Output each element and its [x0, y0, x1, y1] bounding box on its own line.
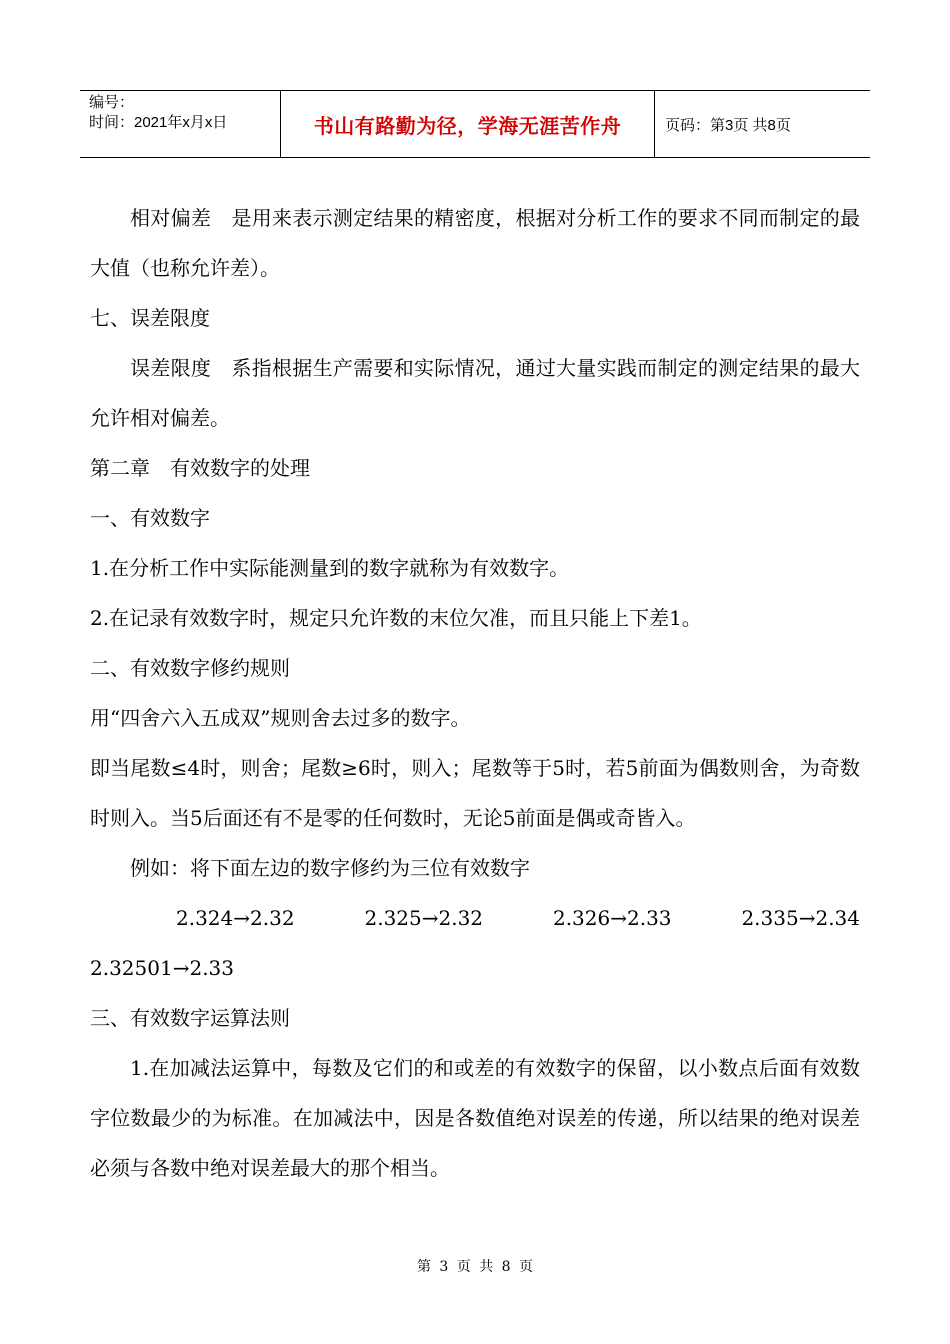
header-number-label: 编号：: [89, 94, 135, 111]
section-heading-3: 三、有效数字运算法则: [90, 1006, 290, 1030]
header-meta: [80, 91, 281, 157]
header-motto: 书山有路勤为径，学海无涯苦作舟: [281, 91, 655, 157]
example-intro: 例如：将下面左边的数字修约为三位有效数字: [130, 856, 530, 880]
term-relative-deviation: 相对偏差: [130, 206, 212, 230]
section-heading-1: 一、有效数字: [90, 506, 210, 530]
item-1-1: 1.在分析工作中实际能测量到的数字就称为有效数字。: [90, 556, 570, 580]
section-heading-2: 二、有效数字修约规则: [90, 656, 290, 680]
chapter-title: 有效数字的处理: [170, 456, 310, 480]
example-item: 2.324→2.32: [176, 906, 295, 930]
item-3-1: 1.在加减法运算中，每数及它们的和或差的有效数字的保留，以小数点后面有效数字位数最少的为标准。在加减法中，因是各数值绝对误差的传递，所以结果的绝对误差必须与各数中绝对误差最大的那个相当。: [90, 1056, 860, 1180]
example-item: 2.326→2.33: [552, 906, 672, 930]
example-item: 2.335→2.34: [741, 906, 860, 930]
example-row: [90, 893, 860, 943]
chapter-number: 第二章: [90, 456, 150, 480]
document-body: [90, 193, 860, 1193]
paragraph-error-limit: [90, 343, 860, 443]
page-header: [80, 90, 870, 158]
page-footer: 第 3 页 共 8 页: [416, 1259, 534, 1275]
header-time-label: 时间：2021年x月x日: [89, 114, 228, 131]
term-error-limit: 误差限度: [130, 356, 212, 380]
text-error-limit: 系指根据生产需要和实际情况，通过大量实践而制定的测定结果的最大允许相对偏差。: [90, 356, 861, 430]
chapter-heading: [90, 443, 860, 493]
text-relative-deviation: 是用来表示测定结果的精密度，根据对分析工作的要求不同而制定的最大值（也称允许差）。: [90, 206, 861, 280]
item-1-2: 2.在记录有效数字时，规定只允许数的末位欠准，而且只能上下差1。: [90, 606, 702, 630]
example-item: 2.325→2.32: [364, 906, 484, 930]
header-page-info: 页码：第3页 共8页: [665, 116, 791, 134]
paragraph-relative-deviation: [90, 193, 860, 293]
rounding-detail: 即当尾数≤4时，则舍；尾数≥6时，则入；尾数等于5时，若5前面为偶数则舍，为奇数时则入。当5后面还有不是零的任何数时，无论5前面是偶或奇皆入。: [90, 756, 860, 830]
example-last: 2.32501→2.33: [90, 956, 234, 980]
section-heading-7: 七、误差限度: [90, 306, 210, 330]
rounding-rule: 用“四舍六入五成双”规则舍去过多的数字。: [90, 706, 471, 730]
